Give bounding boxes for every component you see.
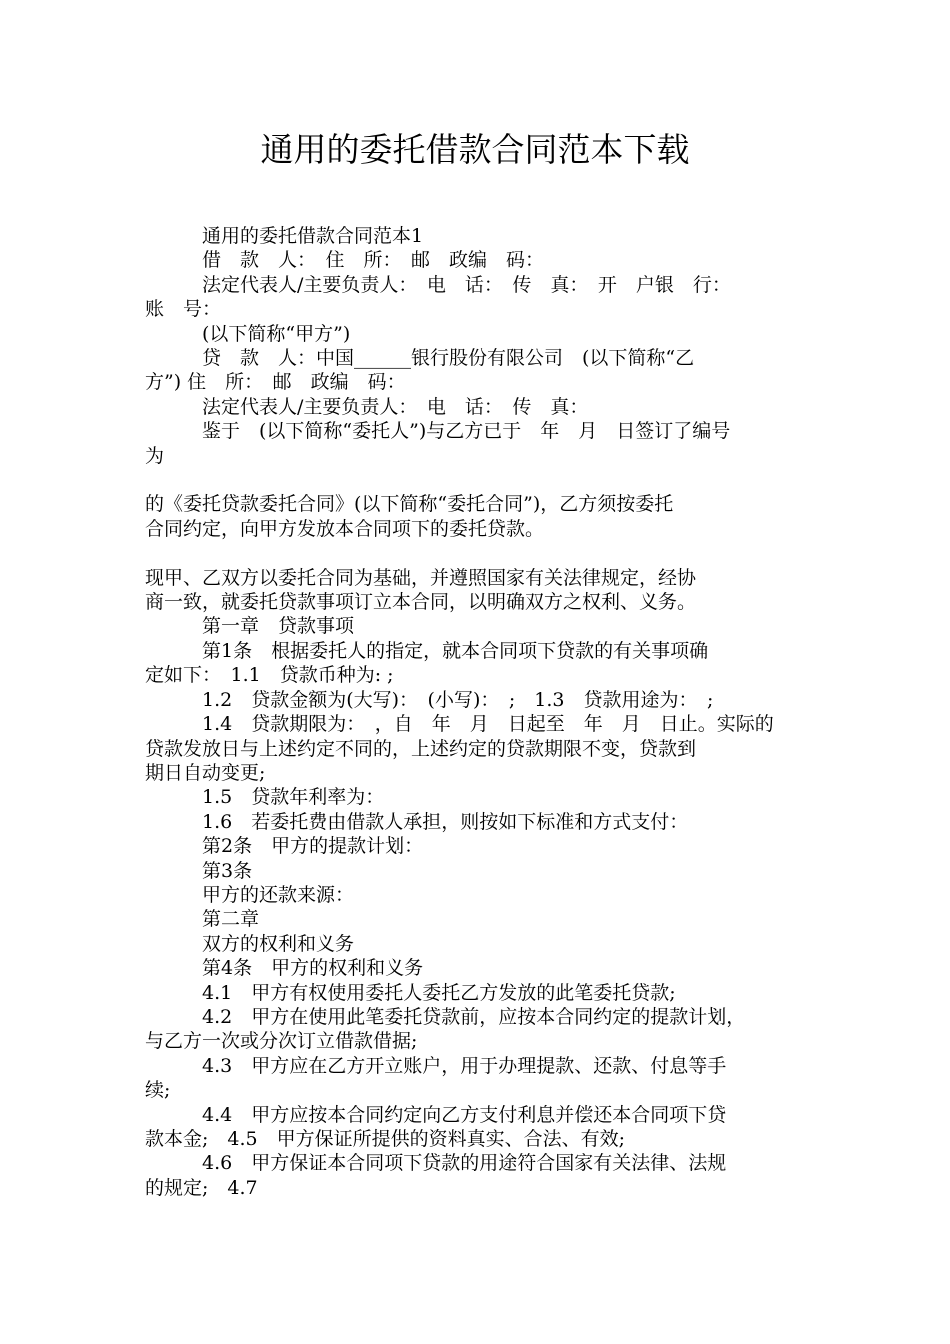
article-heading: 第3条 xyxy=(202,859,253,882)
document-title: 通用的委托借款合同范本下载 xyxy=(260,130,690,169)
text-line: 4.2 甲方在使用此笔委托贷款前，应按本合同约定的提款计划， xyxy=(202,1005,746,1028)
text-line: 账 号： xyxy=(145,298,222,321)
text-line: 法定代表人/主要负责人： 电 话： 传 真： xyxy=(202,395,589,418)
chapter-heading: 第一章 贷款事项 xyxy=(202,615,355,638)
text-line: 借 款 人： 住 所： 邮 政编 码： xyxy=(202,249,545,272)
text-line: 的规定; 4.7 xyxy=(145,1176,258,1199)
text-line: 1.4 贷款期限为： ，自 年 月 日起至 年 月 日止。实际的 xyxy=(202,713,774,736)
text-line: 定如下： 1.1 贷款币种为: ; xyxy=(145,664,394,687)
text-line: 鉴于 (以下简称“委托人”)与乙方已于 年 月 日签订了编号 xyxy=(202,420,731,443)
text-line: 4.4 甲方应按本合同约定向乙方支付利息并偿还本合同项下贷 xyxy=(202,1103,727,1126)
text-line: 合同约定，向甲方发放本合同项下的委托贷款。 xyxy=(145,517,545,540)
article-heading: 第2条 甲方的提款计划： xyxy=(202,835,424,858)
text-line: 贷 款 人：中国______银行股份有限公司 (以下简称“乙 xyxy=(202,347,695,370)
text-line: 4.6 甲方保证本合同项下贷款的用途符合国家有关法律、法规 xyxy=(202,1152,727,1175)
text-line: 现甲、乙双方以委托合同为基础，并遵照国家有关法律规定，经协 xyxy=(145,566,697,589)
blank-line xyxy=(145,468,810,492)
text-line: 4.1 甲方有权使用委托人委托乙方发放的此笔委托贷款; xyxy=(202,981,676,1004)
text-line: 1.5 贷款年利率为： xyxy=(202,786,385,809)
chapter-heading: 第二章 xyxy=(202,908,260,931)
text-line: 通用的委托借款合同范本1 xyxy=(202,225,424,247)
text-line: 方”) 住 所： 邮 政编 码： xyxy=(145,371,406,394)
text-line: 期日自动变更; xyxy=(145,761,266,784)
article-heading: 第4条 甲方的权利和义务 xyxy=(202,957,424,980)
text-line: 商一致，就委托贷款事项订立本合同，以明确双方之权利、义务。 xyxy=(145,591,697,614)
text-line: 款本金; 4.5 甲方保证所提供的资料真实、合法、有效; xyxy=(145,1128,626,1150)
document-body xyxy=(145,224,810,1200)
text-line: 贷款发放日与上述约定不同的，上述约定的贷款期限不变，贷款到 xyxy=(145,737,697,760)
text-line: 双方的权利和义务 xyxy=(202,932,355,955)
text-line: 与乙方一次或分次订立借款借据; xyxy=(145,1030,418,1053)
text-line: 法定代表人/主要负责人： 电 话： 传 真： 开 户银 行： xyxy=(202,273,731,296)
text-line: 1.6 若委托费由借款人承担，则按如下标准和方式支付： xyxy=(202,810,689,833)
text-line: 为 xyxy=(145,444,165,467)
text-line: 1.2 贷款金额为(大写)： (小写)： ; 1.3 贷款用途为： ; xyxy=(202,688,714,711)
text-line: 4.3 甲方应在乙方开立账户，用于办理提款、还款、付息等手 xyxy=(202,1054,727,1077)
text-line: (以下简称“甲方”) xyxy=(202,322,351,345)
blank-line xyxy=(145,541,810,565)
text-line: 甲方的还款来源： xyxy=(202,883,355,906)
text-line: 续; xyxy=(145,1079,171,1102)
text-line: 的《委托贷款委托合同》(以下简称“委托合同”)，乙方须按委托 xyxy=(145,493,674,516)
text-line: 第1条 根据委托人的指定，就本合同项下贷款的有关事项确 xyxy=(202,639,709,662)
